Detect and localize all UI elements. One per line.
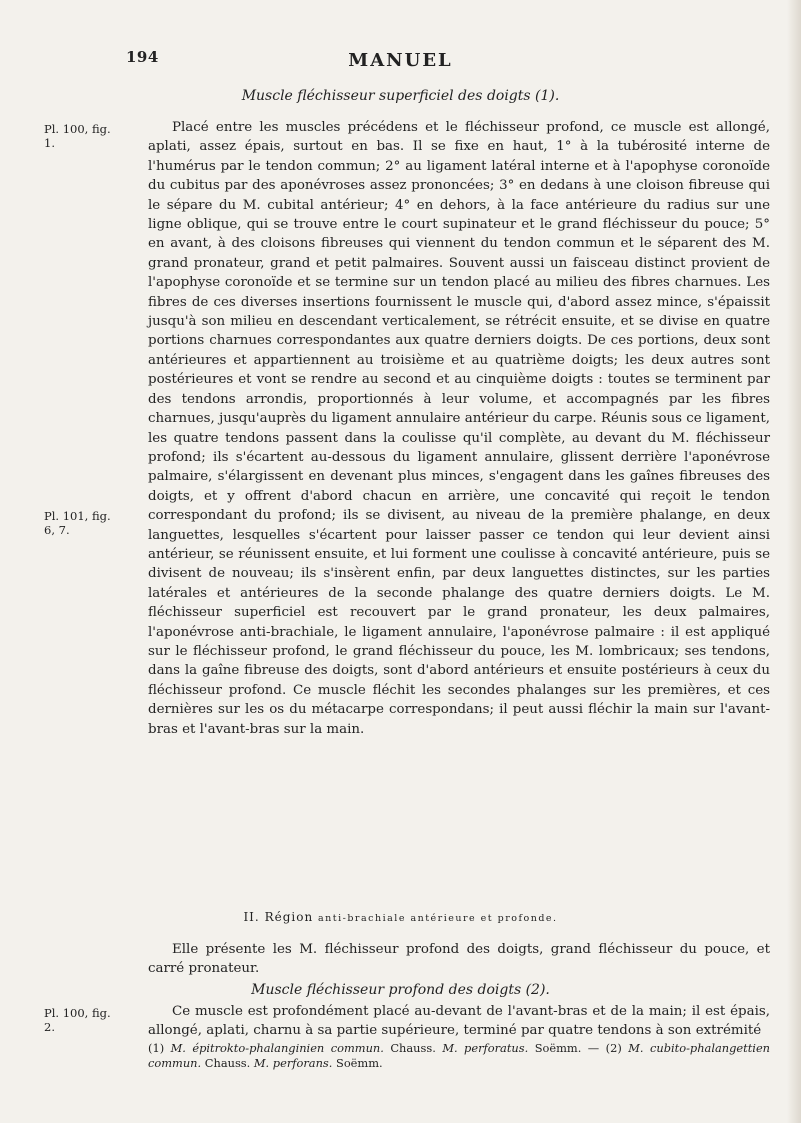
- footnote-2-author: Chauss.: [204, 1056, 251, 1070]
- footnote-2-alt: M. perforans.: [253, 1056, 333, 1070]
- heading-first-word: Région: [264, 910, 314, 924]
- footnote-1-name: M. épitrokto-phalanginien commun.: [170, 1041, 384, 1055]
- footnotes: (1) M. épitrokto-phalanginien commun. Chauss. M. perforatus. Soëmm. — (2) M. cubito-phalangettien commun. Chauss. M. perforans. Soëmm.: [148, 1041, 771, 1070]
- paragraph-region: Elle présente les M. fléchisseur profond des doigts, grand fléchisseur du pouce, et carré pronateur.: [148, 942, 770, 977]
- body-text-profound: [148, 1002, 770, 1041]
- footnote-1-author: Chauss.: [390, 1041, 436, 1055]
- margin-note-plate-101-fig-6-7: Pl. 101, fig. 6, 7.: [44, 509, 111, 537]
- footnote-1-marker: (1): [148, 1041, 165, 1055]
- paragraph-profound: Ce muscle est profondément placé au-devant de l'avant-bras et de la main; il est épais, allongé, aplati, charnu à sa partie supérieure, terminé par quatre tendons à son extrémité: [148, 1004, 770, 1039]
- heading-numeral: II.: [243, 910, 260, 924]
- body-text-region: [148, 940, 770, 979]
- running-title: MANUEL: [348, 50, 453, 71]
- paragraph-superficial: Placé entre les muscles précédens et le fléchisseur profond, ce muscle est allongé, aplati, assez épais, surtout en bas. Il se fixe en haut, 1° à la tubérosité interne de l'humérus par le tendon commun; 2° au ligament latéral interne et à l'apophyse coronoïde du cubitus par des aponévroses assez prononcées; 3° en dedans à une cloison fibreuse qui le sépare du M. cubital antérieur; 4° en dehors, à la face antérieure du radius sur une ligne oblique, qui se trouve entre le court supinateur et le grand fléchisseur du pouce; 5° en avant, à des cloisons fibreuses qui viennent du tendon commun et le séparent des M. grand pronateur, grand et petit palmaires. Souvent aussi un faisceau distinct provient de l'apophyse coronoïde et se termine sur un tendon placé au milieu des fibres charnues. Les fibres de ces diverses insertions fournissent le muscle qui, d'abord assez mince, s'épaissit jusqu'à son milieu en descendant verticalement, se rétrécit ensuite, et se divise en quatre portions charnues correspondantes aux quatre derniers doigts. De ces portions, deux sont antérieures et appartiennent au troisième et au quatrième doigts; les deux autres sont postérieures et vont se rendre au second et au cinquième doigts : toutes se terminent par des tendons arrondis, proportionnés à leur volume, et accompagnés par les fibres charnues, jusqu'auprès du ligament annulaire antérieur du carpe. Réunis sous ce ligament, les quatre tendons passent dans la coulisse qu'il complète, au devant du M. fléchisseur profond; ils s'écartent au-dessous du ligament annulaire, glissent derrière l'aponévrose palmaire, s'élargissent en devenant plus minces, s'engagent dans les gaînes fibreuses des doigts, et y offrent d'abord chacun en arrière, une concavité qui reçoit le tendon correspondant du profond; ils se divisent, au niveau de la première phalange, en deux languettes, lesquelles s'écartent pour laisser passer ce tendon qui leur devient ainsi antérieur, se réunissent ensuite, et lui forment une coulisse à concavité antérieure, puis se divisent de nouveau; ils s'insèrent enfin, par deux languettes distinctes, sur les parties latérales et antérieures de la seconde phalange des quatre derniers doigts. Le M. fléchisseur superficiel est recouvert par le grand pronateur, les deux palmaires, l'aponévrose anti-brachiale, le ligament annulaire, l'aponévrose palmaire : il est appliqué sur le fléchisseur profond, le grand fléchisseur du pouce, les M. lombricaux; ses tendons, dans la gaîne fibreuse des doigts, sont d'abord antérieurs et ensuite postérieurs à ceux du fléchisseur profond. Ce muscle fléchit les secondes phalanges sur les premières, et ces dernières sur les os du métacarpe correspondans; il peut aussi fléchir la main sur l'avant-bras et l'avant-bras sur la main.: [148, 120, 770, 737]
- margin-note-plate-100-fig-2: Pl. 100, fig. 2.: [44, 1006, 111, 1034]
- footnote-1-author2: Soëmm.: [534, 1041, 582, 1055]
- footnote-2-author2: Soëmm.: [336, 1056, 383, 1070]
- section-title-superficial: Muscle fléchisseur superficiel des doigts (1).: [241, 88, 560, 104]
- footnote-1-alt: M. perforatus.: [442, 1041, 529, 1055]
- heading-rest: anti-brachiale antérieure et profonde.: [318, 913, 558, 924]
- page-number: 194: [126, 48, 159, 66]
- margin-note-plate-100-fig-1: Pl. 100, fig. 1.: [44, 122, 111, 150]
- footnote-2-marker: (2): [605, 1041, 622, 1055]
- footnote-2-name: M. cubito-phalangettien commun.: [148, 1041, 771, 1070]
- section-title-profound: Muscle fléchisseur profond des doigts (2).: [251, 982, 550, 998]
- page-edge-shadow: [787, 0, 801, 1123]
- body-text-superficial: [148, 118, 770, 739]
- section-heading-region: [0, 910, 801, 924]
